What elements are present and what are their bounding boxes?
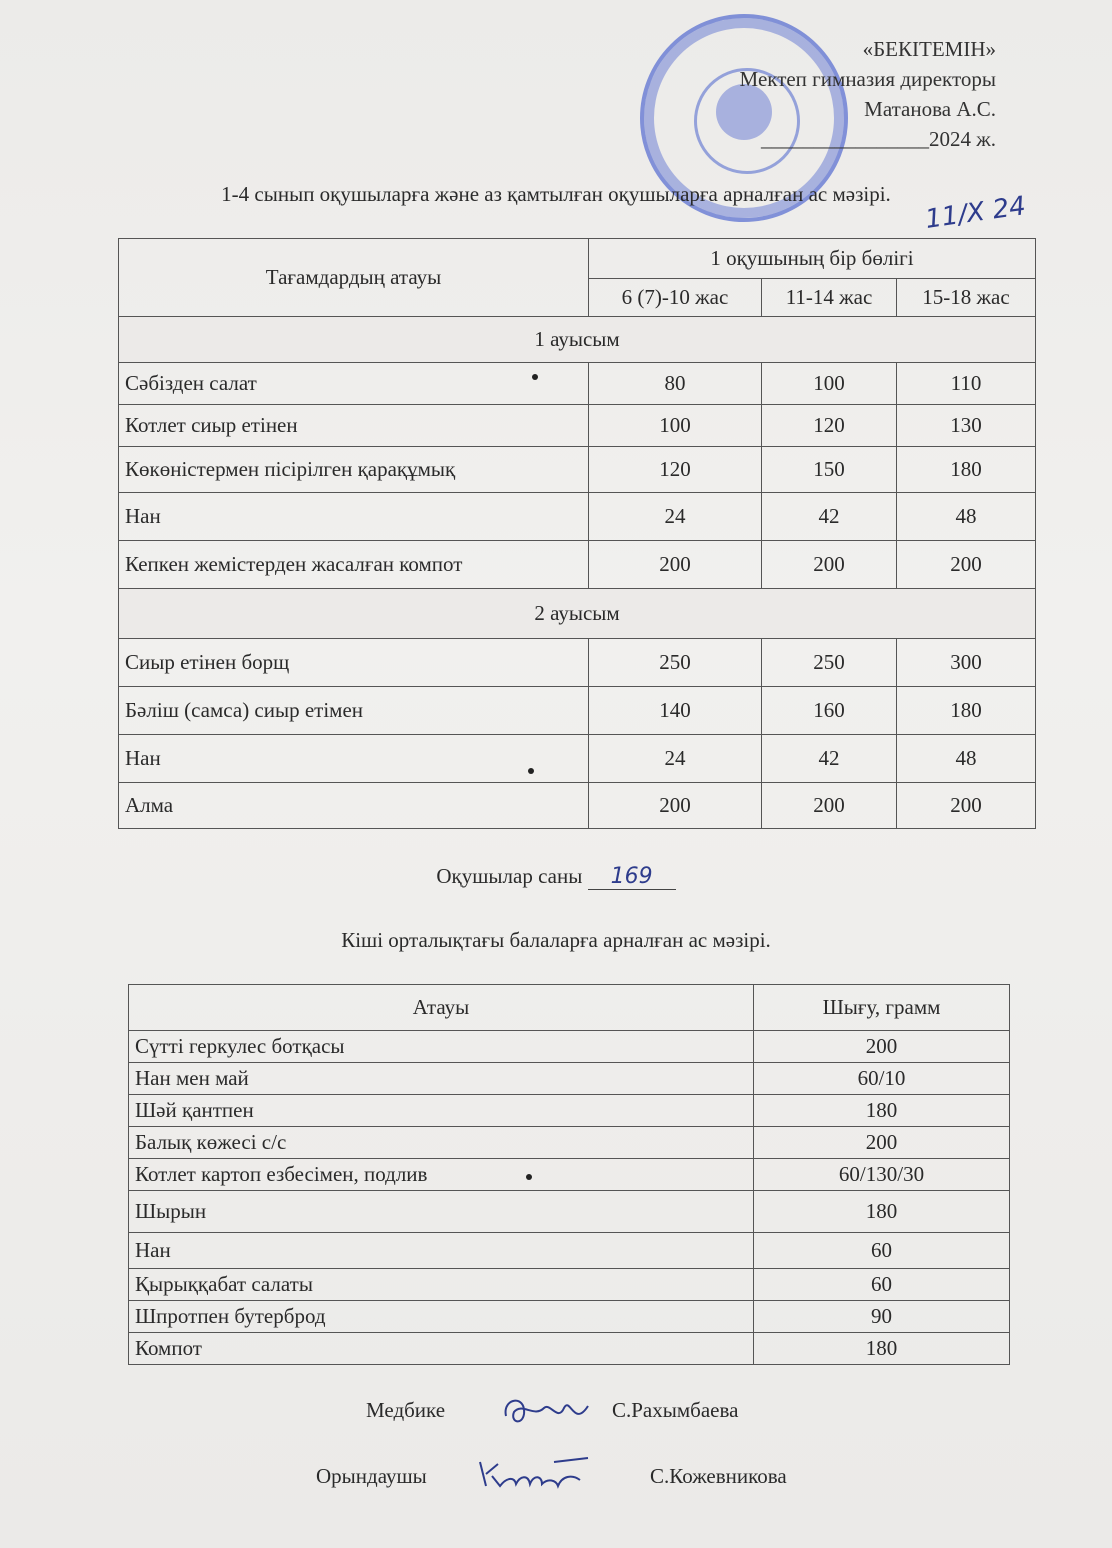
portion-value: 120 [589, 447, 762, 493]
nurse-role: Медбике [366, 1398, 446, 1422]
item-name: Сүтті геркулес ботқасы [129, 1031, 754, 1063]
nurse-name: С.Рахымбаева [612, 1398, 739, 1422]
portion-value: 100 [589, 405, 762, 447]
portion-value: 42 [762, 735, 897, 783]
item-output: 200 [754, 1127, 1010, 1159]
item-name: Нан мен май [129, 1063, 754, 1095]
portion-value: 250 [589, 639, 762, 687]
portion-value: 200 [897, 783, 1036, 829]
portion-value: 120 [762, 405, 897, 447]
item-output: 180 [754, 1095, 1010, 1127]
nurse-signature [500, 1388, 596, 1432]
ink-spot [526, 1174, 532, 1180]
portion-value: 200 [589, 783, 762, 829]
executor-name: С.Кожевникова [650, 1464, 787, 1488]
portion-value: 48 [897, 735, 1036, 783]
header-output: Шығу, грамм [754, 985, 1010, 1031]
item-name: Шәй қантпен [129, 1095, 754, 1127]
portion-value: 200 [897, 541, 1036, 589]
item-output: 60 [754, 1269, 1010, 1301]
portion-value: 200 [762, 783, 897, 829]
menu2-title: Кіші орталықтағы балаларға арналған ас мәзірі. [341, 928, 771, 952]
table-row [129, 1063, 1010, 1095]
item-output: 90 [754, 1301, 1010, 1333]
item-output: 60/10 [754, 1063, 1010, 1095]
table-row [119, 493, 1036, 541]
table-row [129, 1127, 1010, 1159]
dish-name: Котлет сиыр етінен [119, 405, 589, 447]
approval-date: ________________2024 ж. [760, 127, 996, 151]
dish-name: Алма [119, 783, 589, 829]
ink-spot [532, 374, 538, 380]
dish-name: Бәліш (самса) сиыр етімен [119, 687, 589, 735]
portion-value: 110 [897, 363, 1036, 405]
table-row [129, 1301, 1010, 1333]
header-name: Атауы [129, 985, 754, 1031]
portion-value: 200 [589, 541, 762, 589]
menu1-table [118, 238, 1036, 829]
item-name: Шырын [129, 1191, 754, 1233]
dish-name: Нан [119, 493, 589, 541]
dish-name: Кепкен жемістерден жасалған компот [119, 541, 589, 589]
student-count-value: 169 [588, 864, 676, 890]
item-name: Компот [129, 1333, 754, 1365]
portion-value: 42 [762, 493, 897, 541]
shift2-label: 2 ауысым [119, 589, 1036, 639]
menu1-title: 1-4 сынып оқушыларға және аз қамтылған оқушыларға арналған ас мәзірі. [221, 182, 891, 206]
student-count-label: Оқушылар саны [436, 864, 583, 888]
item-output: 60 [754, 1233, 1010, 1269]
header-portion: 1 оқушының бір бөлігі [589, 239, 1036, 279]
portion-value: 80 [589, 363, 762, 405]
portion-value: 160 [762, 687, 897, 735]
approval-position: Мектеп гимназия директоры [739, 67, 996, 91]
shift1-label: 1 ауысым [119, 317, 1036, 363]
portion-value: 180 [897, 447, 1036, 493]
dish-name: Көкөністермен пісірілген қарақұмық [119, 447, 589, 493]
item-name: Шпротпен бутерброд [129, 1301, 754, 1333]
table-row [129, 1269, 1010, 1301]
header-age-3: 15-18 жас [897, 279, 1036, 317]
portion-value: 48 [897, 493, 1036, 541]
portion-value: 130 [897, 405, 1036, 447]
portion-value: 100 [762, 363, 897, 405]
executor-role: Орындаушы [316, 1464, 427, 1488]
table-row [119, 447, 1036, 493]
portion-value: 200 [762, 541, 897, 589]
item-name: Котлет картоп езбесімен, подлив [129, 1159, 754, 1191]
portion-value: 24 [589, 493, 762, 541]
portion-value: 250 [762, 639, 897, 687]
item-name: Нан [129, 1233, 754, 1269]
portion-value: 180 [897, 687, 1036, 735]
table-row [119, 735, 1036, 783]
dish-name: Сиыр етінен борщ [119, 639, 589, 687]
table-row [129, 1159, 1010, 1191]
executor-signature [476, 1456, 592, 1496]
menu2-table [128, 984, 1010, 1365]
portion-value: 300 [897, 639, 1036, 687]
portion-value: 150 [762, 447, 897, 493]
table-row [119, 639, 1036, 687]
item-name: Қырыққабат салаты [129, 1269, 754, 1301]
table-row [129, 1095, 1010, 1127]
student-count [0, 864, 1112, 890]
header-age-1: 6 (7)-10 жас [589, 279, 762, 317]
ink-spot [528, 768, 534, 774]
item-output: 180 [754, 1333, 1010, 1365]
approval-block [740, 34, 996, 154]
table-row [119, 405, 1036, 447]
dish-name: Сәбізден салат [119, 363, 589, 405]
approval-heading: «БЕКІТЕМІН» [862, 37, 996, 61]
header-dish-name: Тағамдардың атауы [119, 239, 589, 317]
table-row [129, 1191, 1010, 1233]
item-output: 60/130/30 [754, 1159, 1010, 1191]
portion-value: 140 [589, 687, 762, 735]
item-output: 200 [754, 1031, 1010, 1063]
table-row [119, 687, 1036, 735]
item-name: Балық көжесі с/с [129, 1127, 754, 1159]
dish-name: Нан [119, 735, 589, 783]
approval-director-name: Матанова А.С. [864, 97, 996, 121]
table-row [129, 1233, 1010, 1269]
handwritten-date: 11/X 24 [923, 191, 1028, 235]
table-row [119, 541, 1036, 589]
table-row [119, 363, 1036, 405]
table-row [129, 1031, 1010, 1063]
portion-value: 24 [589, 735, 762, 783]
header-age-2: 11-14 жас [762, 279, 897, 317]
table-row [119, 783, 1036, 829]
table-row [129, 1333, 1010, 1365]
item-output: 180 [754, 1191, 1010, 1233]
